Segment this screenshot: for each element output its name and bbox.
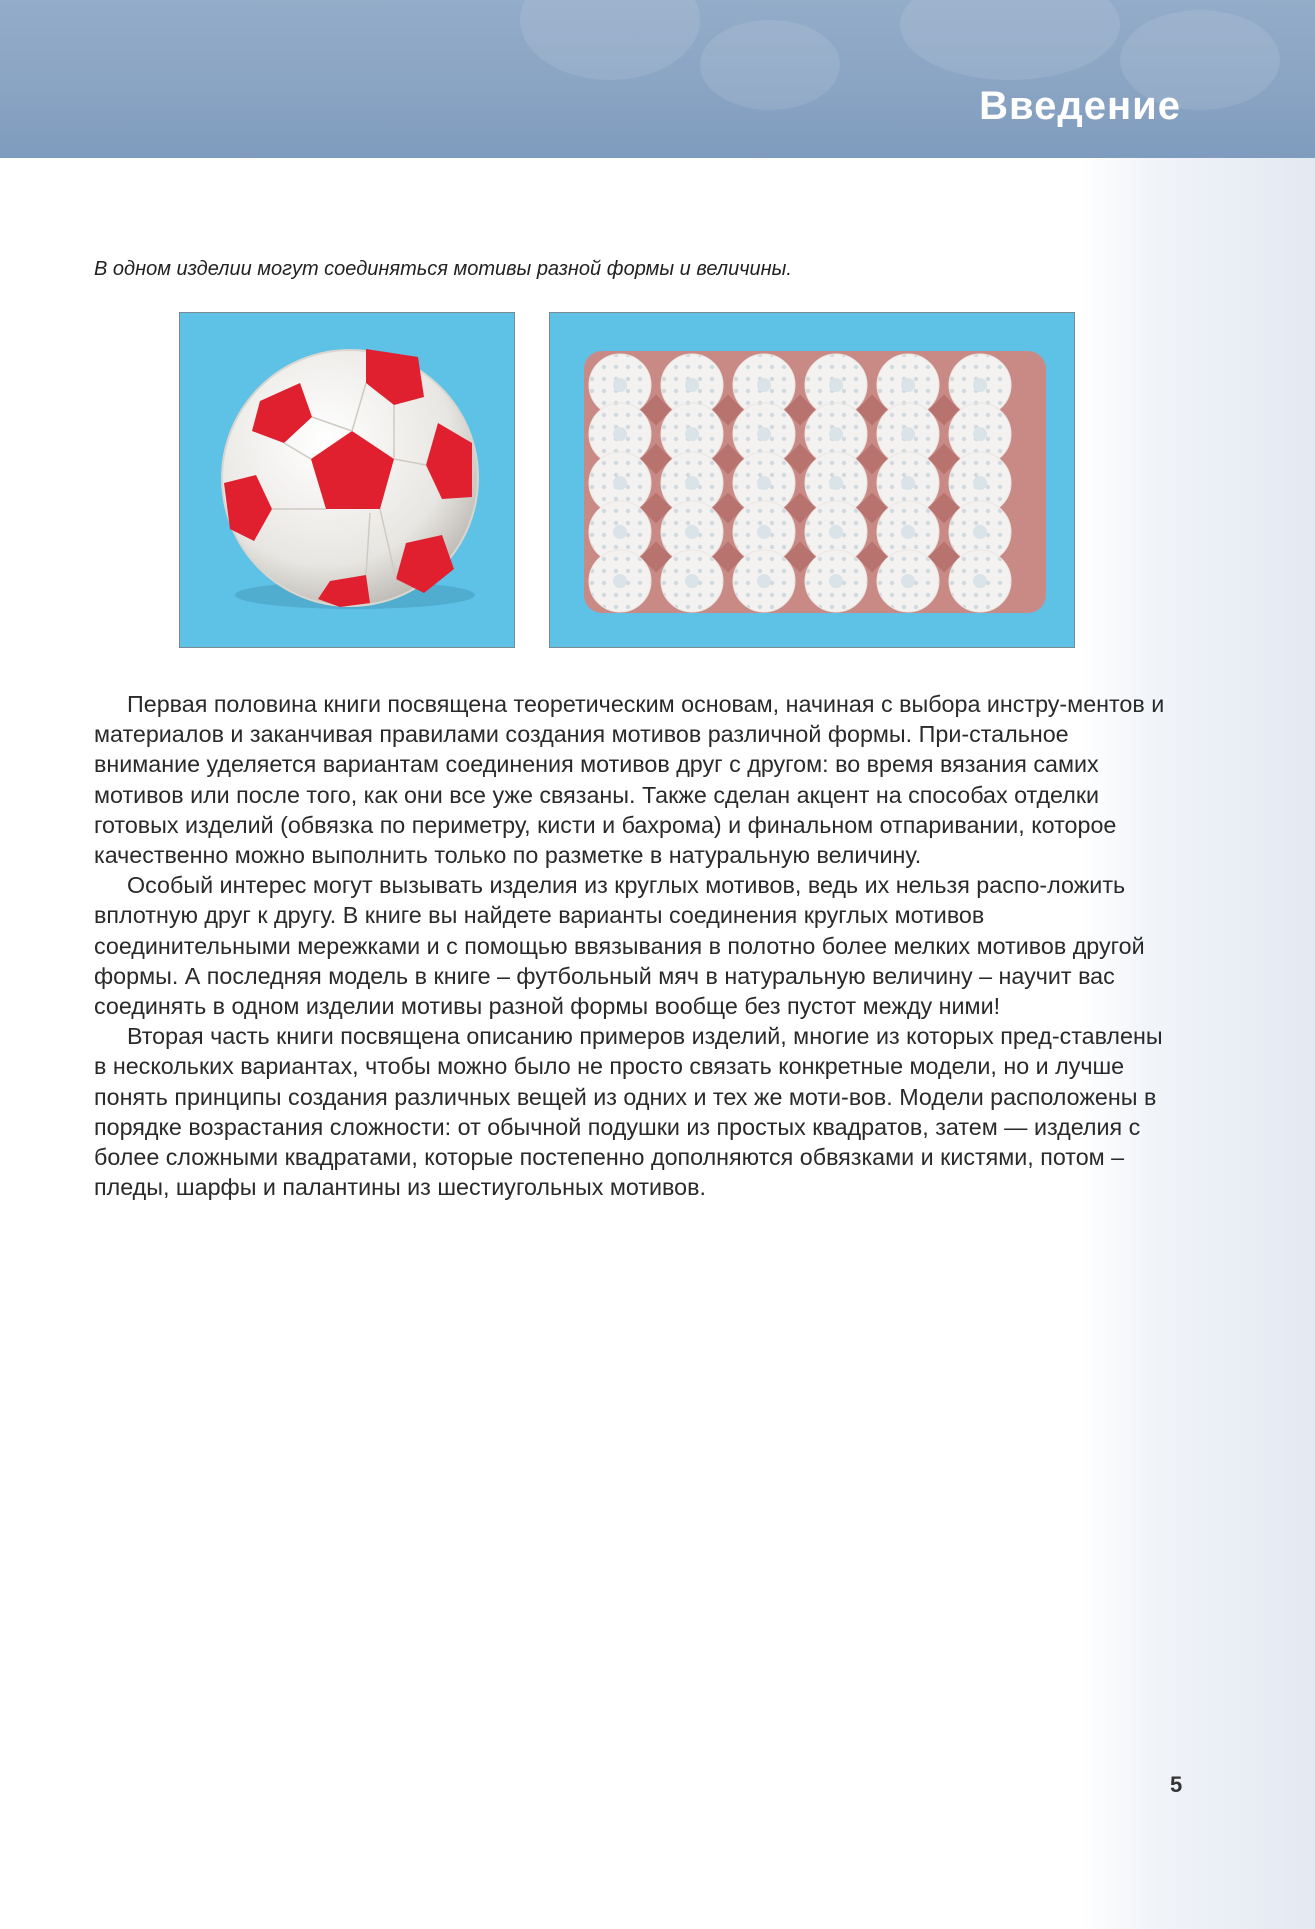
paragraph: Вторая часть книги посвящена описанию примеров изделий, многие из которых пред-ставлены в нескольких вариантах, чтобы можно было не просто связать конкретные модели, но и лучше понять принципы создания различных вещей из одних и тех же моти-вов. Модели расположены в порядке возрастания сложности: от обычной подушки из простых квадратов, затем — изделия с более сложными квадратами, которые постепенно дополняются обвязками и кистями, потом – пледы, шарфы и палантины из шестиугольных мотивов. (94, 1023, 1163, 1201)
header-ornament (900, 0, 1120, 80)
crocheted-football-photo (179, 312, 515, 648)
motif-blanket-photo (549, 312, 1075, 648)
paragraph: Первая половина книги посвящена теоретическим основам, начиная с выбора инстру-ментов и материалов и заканчивая правилами создания мотивов различной формы. При-стальное внимание уделяется вариантам соединения мотивов друг с другом: во время вязания самих мотивов или после того, как они все уже связаны. Также сделан акцент на способах отделки готовых изделий (обвязка по периметру, кисти и бахрома) и финальном отпаривании, которое качественно можно выполнить только по разметке в натуральную величину. (94, 691, 1165, 869)
paragraph: Особый интерес могут вызывать изделия из круглых мотивов, ведь их нельзя распо-ложить вплотную друг к другу. В книге вы найдете варианты соединения круглых мотивов соединительными мережками и с помощью ввязывания в полотно более мелких мотивов другой формы. А последняя модель в книге – футбольный мяч в натуральную величину – научит вас соединять в одном изделии мотивы разной формы вообще без пустот между ними! (94, 872, 1145, 1020)
body-text (94, 689, 1172, 1202)
blanket-illustration (550, 313, 1074, 647)
header-ornament (700, 20, 840, 110)
header-ornament (520, 0, 700, 80)
page-number: 5 (1170, 1772, 1183, 1797)
figure-caption: В одном изделии могут соединяться мотивы разной формы и величины. (94, 258, 792, 280)
football-illustration (180, 313, 514, 647)
section-title: Введение (979, 84, 1181, 128)
header-band (0, 0, 1315, 158)
